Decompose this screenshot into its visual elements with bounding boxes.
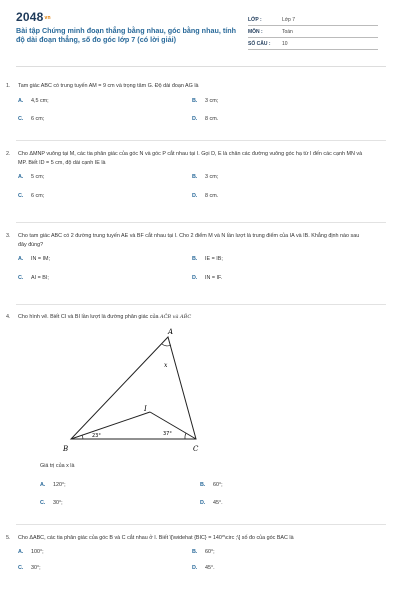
question-text: Tam giác ABC có trung tuyến AM = 9 cm và trọng tâm G. Độ dài đoạn AG là bbox=[18, 83, 199, 89]
question-divider bbox=[16, 222, 386, 223]
option-text: 100°; bbox=[31, 548, 44, 555]
option-text: 5 cm; bbox=[31, 174, 45, 180]
option-text: 6 cm; bbox=[31, 116, 45, 122]
option-label: A. bbox=[18, 174, 24, 180]
brand-suffix: vn bbox=[44, 14, 51, 21]
option-label: C. bbox=[18, 274, 24, 281]
option-d[interactable] bbox=[192, 564, 366, 573]
option-text: 6 cm; bbox=[31, 192, 45, 199]
option-c[interactable] bbox=[18, 192, 192, 201]
option-text: 8 cm. bbox=[205, 192, 219, 199]
option-c[interactable] bbox=[18, 564, 192, 573]
option-text: 4,5 cm; bbox=[31, 97, 49, 104]
label-b: B bbox=[63, 445, 69, 453]
option-label: D. bbox=[192, 274, 198, 281]
option-a[interactable] bbox=[18, 548, 192, 557]
meta-key: SỐ CÂU : bbox=[248, 40, 271, 47]
option-text: 60°; bbox=[205, 548, 215, 555]
meta-value: Lớp 7 bbox=[282, 16, 296, 23]
meta-row-subject bbox=[248, 26, 378, 38]
meta-value: 10 bbox=[282, 40, 288, 47]
question-5 bbox=[6, 534, 366, 573]
option-text: 45°. bbox=[205, 565, 215, 571]
option-label: D. bbox=[192, 192, 198, 199]
option-label: B. bbox=[200, 481, 206, 488]
option-a[interactable] bbox=[18, 97, 192, 106]
option-b[interactable] bbox=[192, 548, 366, 557]
question-divider bbox=[16, 140, 386, 141]
triangle-abc bbox=[71, 337, 196, 439]
meta-row-class bbox=[248, 14, 378, 26]
option-label: B. bbox=[192, 548, 198, 555]
label-i: I bbox=[144, 405, 147, 413]
label-angle-b: 23° bbox=[92, 433, 101, 439]
option-label: C. bbox=[40, 500, 46, 506]
question-1 bbox=[6, 82, 366, 124]
option-c[interactable] bbox=[18, 115, 192, 124]
option-text: 45°. bbox=[213, 500, 223, 506]
question-2 bbox=[6, 150, 366, 200]
question-math: AĈB và AB̂C bbox=[159, 314, 192, 320]
options bbox=[18, 255, 366, 282]
option-label: B. bbox=[192, 97, 198, 104]
option-a[interactable] bbox=[40, 481, 200, 490]
question-divider bbox=[16, 524, 386, 525]
option-text: 8 cm. bbox=[205, 116, 219, 122]
option-b[interactable] bbox=[200, 481, 360, 490]
option-text: AI = BI; bbox=[31, 274, 49, 281]
question-text: Giá trị của x là bbox=[40, 463, 75, 469]
bisector-bi bbox=[71, 412, 150, 439]
option-d[interactable] bbox=[192, 274, 366, 283]
question-3 bbox=[6, 232, 366, 282]
question-text: Cho hình vẽ. Biết CI và BI lần lượt là đường phân giác của bbox=[18, 314, 160, 320]
meta-value: Toán bbox=[282, 28, 293, 35]
hidden-line bbox=[150, 337, 168, 412]
option-text: 3 cm; bbox=[205, 174, 219, 180]
options bbox=[18, 548, 366, 573]
meta-key: LỚP : bbox=[248, 16, 262, 23]
document-page bbox=[16, 10, 386, 47]
question-text: Cho tam giác ABC có 2 đường trung tuyến AE và BF cắt nhau tại I. Cho 2 điểm M và N lần lượt là trung điểm của IA và IB. Khẳng định nào sau đây đúng? bbox=[18, 233, 360, 248]
question-number: 5. bbox=[6, 535, 11, 541]
option-label: C. bbox=[18, 565, 24, 571]
option-text: 30°; bbox=[53, 500, 63, 506]
question-number: 2. bbox=[6, 151, 11, 157]
option-c[interactable] bbox=[40, 499, 200, 508]
option-b[interactable] bbox=[192, 173, 366, 182]
option-b[interactable] bbox=[192, 97, 366, 106]
question-text: Cho ΔABC, các tia phân giác của góc B và C cắt nhau ở I. Biết \[\widehat {BIC} = 140^\circ ;\] số đo của góc BAC là bbox=[18, 535, 294, 541]
question-number: 1. bbox=[6, 83, 11, 89]
option-text: IE = IB; bbox=[205, 256, 223, 262]
header-divider bbox=[16, 66, 386, 67]
option-text: IN = IF. bbox=[205, 274, 223, 281]
option-label: D. bbox=[192, 116, 198, 122]
option-label: C. bbox=[18, 192, 24, 199]
option-label: A. bbox=[18, 97, 24, 104]
label-c: C bbox=[193, 445, 199, 453]
angle-b-arc bbox=[82, 435, 83, 439]
brand-name: 2048 bbox=[16, 10, 44, 24]
option-label: A. bbox=[18, 256, 24, 262]
option-label: B. bbox=[192, 256, 198, 262]
meta-key: MÔN : bbox=[248, 28, 263, 35]
meta-row-count bbox=[248, 38, 378, 50]
option-d[interactable] bbox=[192, 115, 366, 124]
option-label: C. bbox=[18, 116, 24, 122]
option-label: D. bbox=[200, 500, 206, 506]
triangle-figure bbox=[55, 327, 225, 457]
option-c[interactable] bbox=[18, 274, 192, 283]
option-text: 120°; bbox=[53, 481, 66, 488]
label-angle-c: 37° bbox=[163, 431, 172, 437]
option-b[interactable] bbox=[192, 255, 366, 264]
angle-c-arc bbox=[185, 433, 186, 439]
option-label: A. bbox=[18, 548, 24, 555]
document-title: Bài tập Chứng minh đoạn thẳng bằng nhau, góc bằng nhau, tính độ dài đoạn thẳng, số đo góc lớp 7 (có lời giải) bbox=[16, 26, 237, 44]
options bbox=[18, 173, 366, 200]
option-label: B. bbox=[192, 174, 198, 180]
bisector-ci bbox=[150, 412, 196, 439]
options bbox=[40, 481, 360, 508]
option-text: 60°; bbox=[213, 481, 223, 488]
option-text: 3 cm; bbox=[205, 97, 219, 104]
meta-table bbox=[248, 14, 378, 50]
label-a: A bbox=[168, 328, 174, 336]
option-label: D. bbox=[192, 565, 198, 571]
question-number: 3. bbox=[6, 233, 11, 239]
options bbox=[18, 97, 366, 124]
question-text: Cho ΔMNP vuông tại M, các tia phân giác của góc N và góc P cắt nhau tại I. Gọi D, E là chân các đường vuông góc hạ từ I đến các cạnh MN và MP. Biết ID = 5 cm, độ dài cạnh IE là bbox=[18, 151, 363, 166]
option-d[interactable] bbox=[192, 192, 366, 201]
option-a[interactable] bbox=[18, 173, 192, 182]
option-text: 30°; bbox=[31, 565, 41, 571]
option-label: A. bbox=[40, 481, 46, 488]
option-text: IN = IM; bbox=[31, 256, 51, 262]
question-4-tail bbox=[40, 462, 360, 508]
question-number: 4. bbox=[6, 314, 11, 320]
question-4 bbox=[6, 313, 366, 322]
option-a[interactable] bbox=[18, 255, 192, 264]
option-d[interactable] bbox=[200, 499, 360, 508]
label-x: x bbox=[164, 362, 168, 369]
question-divider bbox=[16, 304, 386, 305]
